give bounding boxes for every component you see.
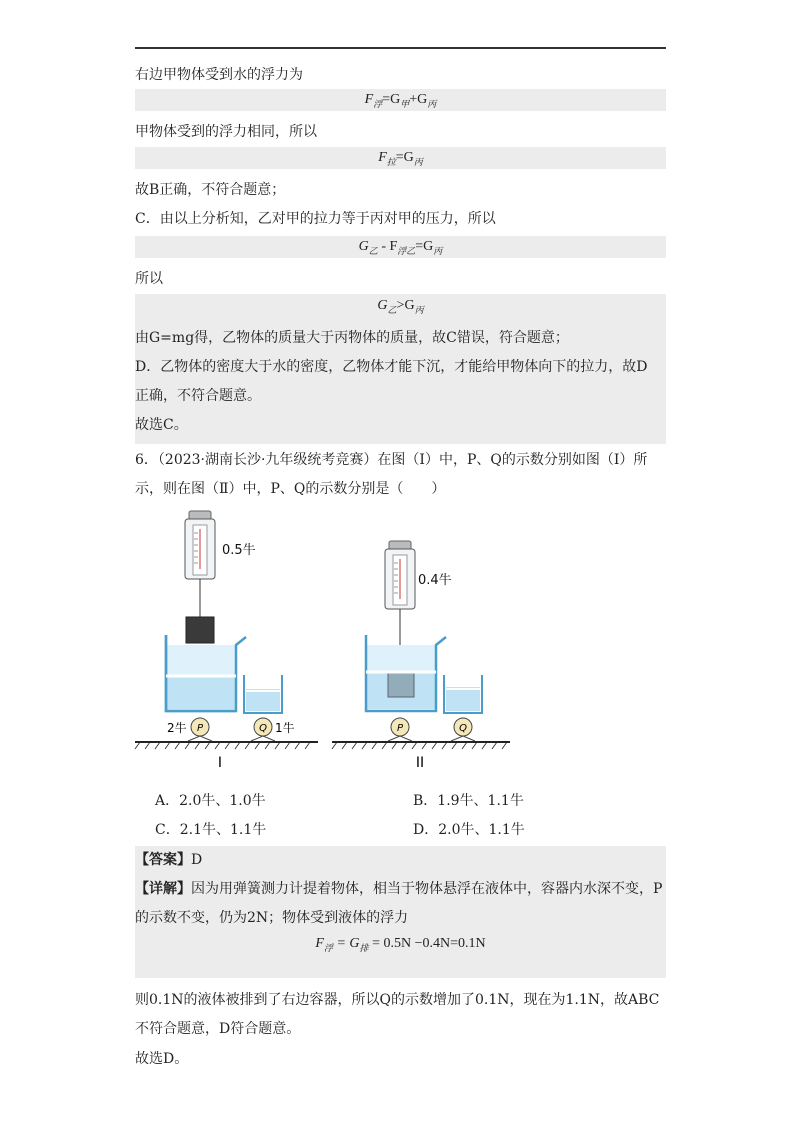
detail-line: 的示数不变，仍为2N；物体受到液体的浮力 xyxy=(135,910,409,926)
svg-text:Q: Q xyxy=(459,723,467,734)
text-line: 正确，不符合题意。 xyxy=(135,388,261,404)
option-a[interactable]: A．2.0牛、1.0牛 xyxy=(155,793,266,809)
q-reading-1: 1牛 xyxy=(275,721,295,735)
question-line: 6．（2023·湖南长沙·九年级统考竞赛）在图（Ⅰ）中，P、Q的示数分别如图（Ⅰ）所 xyxy=(135,452,648,468)
detail-line: 则0.1N的液体被排到了右边容器，所以Q的示数增加了0.1N，现在为1.1N，故ABC xyxy=(135,992,660,1008)
metal-block xyxy=(186,617,214,643)
text-line: C．由以上分析知，乙对甲的拉力等于丙对甲的压力，所以 xyxy=(135,211,496,227)
figure-two xyxy=(332,541,510,771)
answer-value: D xyxy=(191,852,203,868)
detail-line: 故选D。 xyxy=(135,1051,189,1067)
text-line: 所以 xyxy=(135,271,163,287)
svg-text:Q: Q xyxy=(259,723,267,734)
text-line: 甲物体受到的浮力相同，所以 xyxy=(135,124,317,140)
formula-g-greater: $G_乙>G_丙$ xyxy=(377,298,424,315)
svg-text:P: P xyxy=(396,723,404,734)
answer-line xyxy=(135,849,202,869)
option-c[interactable]: C．2.1牛、1.1牛 xyxy=(155,822,267,838)
text-line: 右边甲物体受到水的浮力为 xyxy=(135,67,303,83)
scale-reading-1: 0.5牛 xyxy=(222,543,256,558)
option-b[interactable]: B．1.9牛、1.1牛 xyxy=(413,793,524,809)
text-line: 故B正确，不符合题意； xyxy=(135,182,286,198)
figure-one xyxy=(135,511,318,771)
detail-label: 【详解】 xyxy=(135,881,191,897)
option-d[interactable]: D．2.0牛、1.1牛 xyxy=(413,822,525,838)
submerged-block xyxy=(388,673,414,697)
text-line: 故选C。 xyxy=(135,417,188,433)
answer-label: 【答案】 xyxy=(135,852,191,868)
detail-line: 【详解】因为用弹簧测力计提着物体，相当于物体悬浮在液体中，容器内水深不变，P xyxy=(135,881,663,897)
formula-buoyancy: $F_浮 = G_排 = 0.5N -0.4N=0.1N$ xyxy=(315,936,486,953)
text-line: D．乙物体的密度大于水的密度，乙物体才能下沉，才能给甲物体向下的拉力，故D xyxy=(135,359,648,375)
caption-one: I xyxy=(217,755,223,771)
formula-g-minus-f: $G_乙 - F_{浮乙}=G_丙$ xyxy=(358,239,443,256)
text-line: 由G=mg得，乙物体的质量大于丙物体的质量，故C错误，符合题意； xyxy=(135,330,569,346)
header-rule xyxy=(135,47,666,49)
scale-reading-2: 0.4牛 xyxy=(418,573,452,588)
detail-line: 不符合题意，D符合题意。 xyxy=(135,1021,301,1037)
svg-text:P: P xyxy=(196,723,204,734)
question-line: 示，则在图（Ⅱ）中，P、Q的示数分别是（ ） xyxy=(135,481,446,497)
formula-f-float: $F_浮=G_甲+G_丙$ xyxy=(364,92,437,109)
p-reading-1: 2牛 xyxy=(167,721,187,735)
physics-figure xyxy=(130,505,530,775)
caption-two: II xyxy=(415,755,425,771)
formula-f-pull: $F_拉=G_丙$ xyxy=(378,150,423,167)
